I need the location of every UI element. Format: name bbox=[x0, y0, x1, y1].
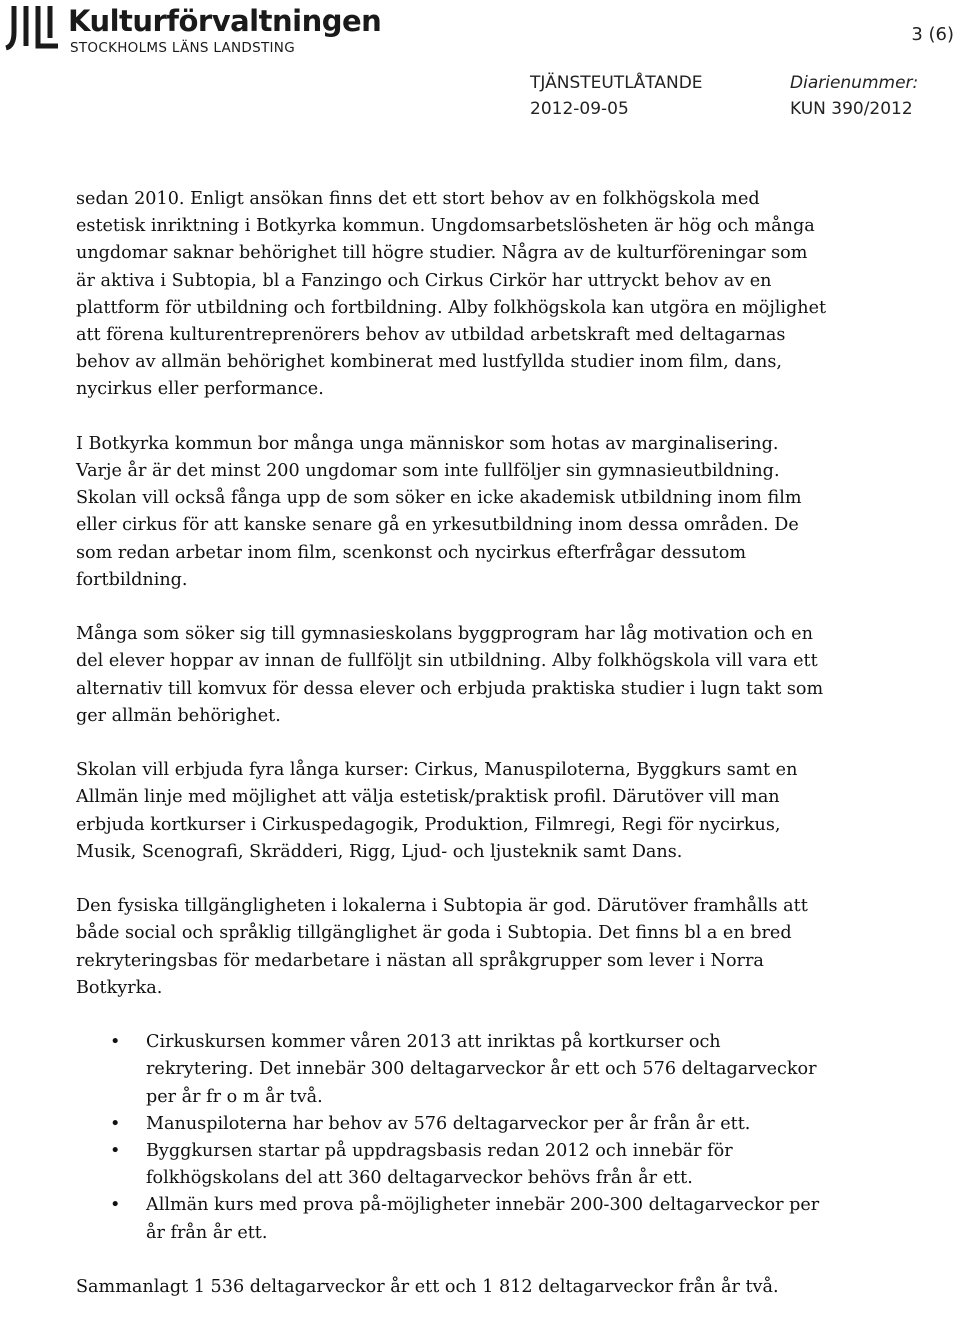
course-bullet-list bbox=[76, 1029, 828, 1247]
list-item bbox=[76, 1138, 828, 1192]
paragraph: Många som söker sig till gymnasieskolans byggprogram har låg motivation och en del elever hoppar av innan de fullföljt sin utbildning. Alby folkhögskola vill vara ett alternativ till komvux för dessa elever och erbjuda praktiska studier i lugn takt som ger allmän behörighet. bbox=[76, 624, 824, 726]
summary-paragraph: Sammanlagt 1 536 deltagarveckor år ett och 1 812 deltagarveckor från år två. bbox=[76, 1277, 779, 1298]
registration-label: Diarienummer: bbox=[790, 73, 919, 93]
bullet-icon: • bbox=[110, 1195, 121, 1216]
list-item-text: Manuspiloterna har behov av 576 deltagarveckor per år från år ett. bbox=[146, 1113, 751, 1134]
landsting-logo-icon bbox=[4, 2, 64, 56]
logo-title: Kulturförvaltningen bbox=[68, 4, 382, 38]
page-number: 3 (6) bbox=[911, 24, 954, 45]
paragraph: sedan 2010. Enligt ansökan finns det ett stort behov av en folkhögskola med estetisk inriktning i Botkyrka kommun. Ungdomsarbetslösheten är hög och många ungdomar saknar behörighet till högre studier. Några av de kulturföreningar som är aktiva i Subtopia, bl a Fanzingo och Cirkus Cirkör har uttryckt behov av en plattform för utbildning och fortbildning. Alby folkhögskola kan utgöra en möjlighet att förena kulturentreprenörers behov av utbildad arbetskraft med deltagarnas behov av allmän behörighet kombinerat med lustfyllda studier inom film, dans, nycirkus eller performance. bbox=[76, 189, 827, 400]
document-meta-left bbox=[530, 70, 703, 122]
bullet-icon: • bbox=[110, 1141, 121, 1162]
paragraph: Den fysiska tillgängligheten i lokalerna i Subtopia är god. Därutöver framhålls att både social och språklig tillgänglighet är goda i Subtopia. Det finns bl a en bred rekryteringsbas för medarbetare i nästan all språkgrupper som lever i Norra Botkyrka. bbox=[76, 896, 808, 998]
document-type: TJÄNSTEUTLÅTANDE bbox=[530, 73, 703, 93]
document-meta-right bbox=[790, 70, 918, 122]
document-date: 2012-09-05 bbox=[530, 99, 629, 119]
organization-logo bbox=[4, 2, 384, 58]
document-body bbox=[76, 186, 828, 1328]
list-item-text: Allmän kurs med prova på-möjligheter innebär 200-300 deltagarveckor per år från år ett. bbox=[146, 1195, 820, 1243]
list-item-text: Byggkursen startar på uppdragsbasis redan 2012 och innebär för folkhögskolans del att 360 deltagarveckor behövs från år ett. bbox=[146, 1141, 733, 1189]
paragraph: Skolan vill erbjuda fyra långa kurser: Cirkus, Manuspiloterna, Byggkurs samt en Allmän linje med möjlighet att välja estetisk/praktisk profil. Därutöver vill man erbjuda kortkurser i Cirkuspedagogik, Produktion, Filmregi, Regi för nycirkus, Musik, Scenografi, Skrädderi, Rigg, Ljud- och ljusteknik samt Dans. bbox=[76, 760, 798, 862]
list-item bbox=[76, 1192, 828, 1246]
bullet-icon: • bbox=[110, 1113, 121, 1134]
bullet-icon: • bbox=[110, 1032, 121, 1053]
list-item bbox=[76, 1111, 828, 1138]
paragraph: I Botkyrka kommun bor många unga människor som hotas av marginalisering. Varje år är det minst 200 ungdomar som inte fullföljer sin gymnasieutbildning. Skolan vill också fånga upp de som söker en icke akademisk utbildning inom film eller cirkus för att kanske senare gå en yrkesutbildning inom dessa områden. De som redan arbetar inom film, scenkonst och nycirkus efterfrågar dessutom fortbildning. bbox=[76, 433, 802, 590]
registration-number: KUN 390/2012 bbox=[790, 99, 913, 119]
logo-subtitle: STOCKHOLMS LÄNS LANDSTING bbox=[70, 40, 295, 56]
list-item bbox=[76, 1029, 828, 1111]
document-header bbox=[0, 0, 960, 130]
list-item-text: Cirkuskursen kommer våren 2013 att inriktas på kortkurser och rekrytering. Det innebär 300 deltagarveckor år ett och 576 deltagarveckor per år fr o m år två. bbox=[146, 1032, 817, 1107]
